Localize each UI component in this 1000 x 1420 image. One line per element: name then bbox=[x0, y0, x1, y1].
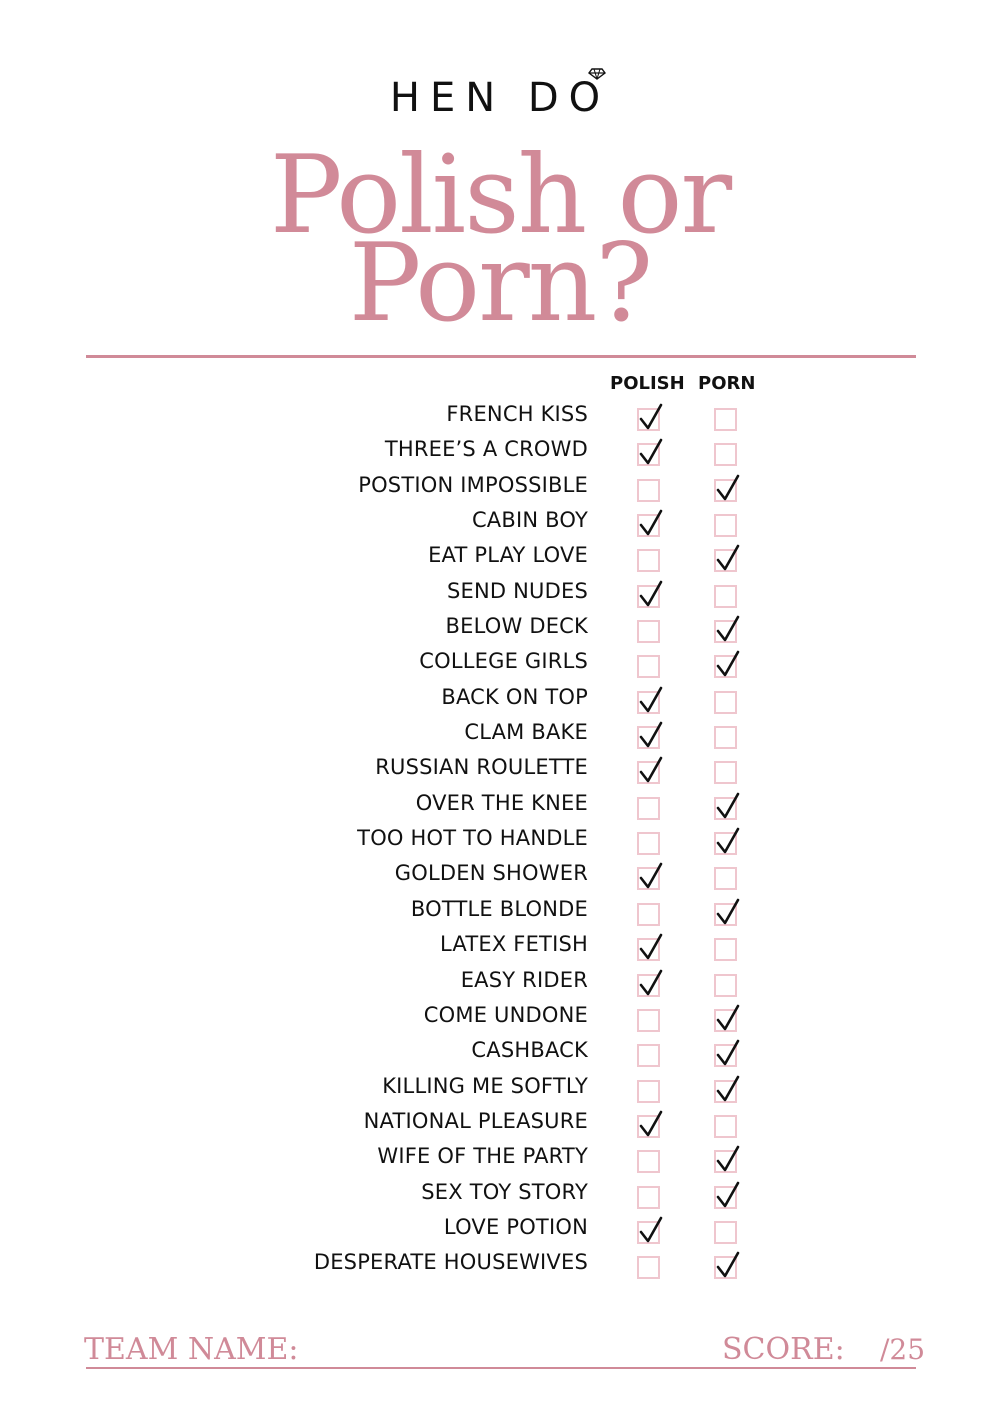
list-item bbox=[0, 680, 1000, 715]
checkmark-icon bbox=[638, 755, 664, 785]
list-item bbox=[0, 1033, 1000, 1068]
checkbox-polish[interactable] bbox=[637, 655, 660, 678]
title-line-2: Porn? bbox=[348, 221, 652, 346]
checkbox-porn[interactable] bbox=[714, 1115, 737, 1138]
checkbox-polish[interactable] bbox=[637, 1221, 660, 1244]
brand-text bbox=[390, 70, 610, 126]
list-item bbox=[0, 1139, 1000, 1174]
checkmark-icon bbox=[715, 1074, 741, 1104]
list-item bbox=[0, 574, 1000, 609]
item-label: EAT PLAY LOVE bbox=[428, 543, 588, 568]
diamond-ring-icon bbox=[586, 66, 608, 88]
checkbox-polish[interactable] bbox=[637, 832, 660, 855]
item-label: POSTION IMPOSSIBLE bbox=[358, 472, 588, 497]
checkmark-icon bbox=[638, 508, 664, 538]
checkbox-polish[interactable] bbox=[637, 867, 660, 890]
checkbox-porn[interactable] bbox=[714, 974, 737, 997]
checkmark-icon bbox=[638, 1109, 664, 1139]
score-label: SCORE: bbox=[722, 1332, 845, 1367]
item-label: BACK ON TOP bbox=[441, 684, 588, 709]
checkbox-polish[interactable] bbox=[637, 549, 660, 572]
checkmark-icon bbox=[715, 1003, 741, 1033]
checkmark-icon bbox=[638, 402, 664, 432]
team-name-label: TEAM NAME: bbox=[84, 1332, 299, 1367]
checkbox-porn[interactable] bbox=[714, 479, 737, 502]
list-item bbox=[0, 1245, 1000, 1280]
list-item bbox=[0, 856, 1000, 891]
score-total: /25 bbox=[880, 1333, 926, 1366]
checkmark-icon bbox=[715, 897, 741, 927]
checkmark-icon bbox=[715, 1250, 741, 1280]
checkmark-icon bbox=[638, 1215, 664, 1245]
checkmark-icon bbox=[715, 791, 741, 821]
checkmark-icon bbox=[715, 649, 741, 679]
checkbox-polish[interactable] bbox=[637, 1256, 660, 1279]
title-line-1: Polish or bbox=[269, 133, 731, 258]
checkbox-polish[interactable] bbox=[637, 1115, 660, 1138]
column-header-polish: POLISH bbox=[610, 373, 685, 394]
checkmark-icon bbox=[638, 720, 664, 750]
item-label: COME UNDONE bbox=[423, 1002, 588, 1027]
list-item bbox=[0, 397, 1000, 432]
checkbox-porn[interactable] bbox=[714, 832, 737, 855]
item-label: TOO HOT TO HANDLE bbox=[357, 826, 588, 851]
list-item bbox=[0, 468, 1000, 503]
item-label: BOTTLE BLONDE bbox=[410, 896, 588, 921]
checkbox-porn[interactable] bbox=[714, 1186, 737, 1209]
checkbox-polish[interactable] bbox=[637, 443, 660, 466]
checkbox-polish[interactable] bbox=[637, 1186, 660, 1209]
checkmark-icon bbox=[715, 1144, 741, 1174]
item-label: SEX TOY STORY bbox=[421, 1179, 588, 1204]
brand-label: HEN DO bbox=[389, 75, 611, 121]
checkbox-porn[interactable] bbox=[714, 620, 737, 643]
item-label: WIFE OF THE PARTY bbox=[377, 1144, 588, 1169]
list-item bbox=[0, 432, 1000, 467]
checkbox-porn[interactable] bbox=[714, 1009, 737, 1032]
item-label: SEND NUDES bbox=[446, 578, 588, 603]
checkmark-icon bbox=[638, 579, 664, 609]
divider-bottom bbox=[86, 1367, 916, 1369]
checkbox-porn[interactable] bbox=[714, 443, 737, 466]
checkmark-icon bbox=[638, 932, 664, 962]
checkbox-polish[interactable] bbox=[637, 620, 660, 643]
checkbox-porn[interactable] bbox=[714, 549, 737, 572]
checkbox-polish[interactable] bbox=[637, 479, 660, 502]
checkbox-porn[interactable] bbox=[714, 408, 737, 431]
list-item bbox=[0, 821, 1000, 856]
item-label: GOLDEN SHOWER bbox=[394, 861, 588, 886]
list-item bbox=[0, 609, 1000, 644]
list-item bbox=[0, 644, 1000, 679]
item-label: OVER THE KNEE bbox=[415, 790, 588, 815]
item-label: DESPERATE HOUSEWIVES bbox=[313, 1250, 588, 1275]
item-label: RUSSIAN ROULETTE bbox=[375, 755, 588, 780]
item-label: CLAM BAKE bbox=[464, 720, 588, 745]
item-label: COLLEGE GIRLS bbox=[419, 649, 588, 674]
item-label: CABIN BOY bbox=[471, 508, 588, 533]
checkmark-icon bbox=[715, 614, 741, 644]
checkbox-polish[interactable] bbox=[637, 514, 660, 537]
checkmark-icon bbox=[715, 473, 741, 503]
item-label: EASY RIDER bbox=[460, 967, 588, 992]
checkbox-polish[interactable] bbox=[637, 761, 660, 784]
checkbox-polish[interactable] bbox=[637, 938, 660, 961]
item-label: LOVE POTION bbox=[443, 1214, 588, 1239]
item-label: CASHBACK bbox=[471, 1038, 588, 1063]
checkbox-porn[interactable] bbox=[714, 1080, 737, 1103]
checkbox-porn[interactable] bbox=[714, 585, 737, 608]
checkmark-icon bbox=[638, 968, 664, 998]
divider-top bbox=[86, 355, 916, 358]
checkmark-icon bbox=[715, 1038, 741, 1068]
checkbox-polish[interactable] bbox=[637, 1080, 660, 1103]
item-label: BELOW DECK bbox=[445, 614, 588, 639]
checkbox-porn[interactable] bbox=[714, 1256, 737, 1279]
item-label: LATEX FETISH bbox=[440, 932, 588, 957]
list-item bbox=[0, 998, 1000, 1033]
checkbox-porn[interactable] bbox=[714, 726, 737, 749]
list-item bbox=[0, 503, 1000, 538]
checkbox-porn[interactable] bbox=[714, 903, 737, 926]
checkbox-porn[interactable] bbox=[714, 655, 737, 678]
checkbox-polish[interactable] bbox=[637, 726, 660, 749]
checkbox-polish[interactable] bbox=[637, 1009, 660, 1032]
checkbox-polish[interactable] bbox=[637, 1150, 660, 1173]
checkbox-polish[interactable] bbox=[637, 585, 660, 608]
column-header-porn: PORN bbox=[698, 373, 756, 394]
checkmark-icon bbox=[715, 1180, 741, 1210]
list-item bbox=[0, 1210, 1000, 1245]
checkbox-porn[interactable] bbox=[714, 1150, 737, 1173]
checkbox-porn[interactable] bbox=[714, 1044, 737, 1067]
item-label: NATIONAL PLEASURE bbox=[363, 1108, 588, 1133]
list-item bbox=[0, 715, 1000, 750]
list-item bbox=[0, 927, 1000, 962]
checkbox-porn[interactable] bbox=[714, 797, 737, 820]
list-item bbox=[0, 786, 1000, 821]
list-item bbox=[0, 538, 1000, 573]
list-item bbox=[0, 1069, 1000, 1104]
checkbox-polish[interactable] bbox=[637, 903, 660, 926]
list-item bbox=[0, 1104, 1000, 1139]
item-label: THREE’S A CROWD bbox=[384, 437, 588, 462]
checkmark-icon bbox=[638, 685, 664, 715]
checkbox-porn[interactable] bbox=[714, 867, 737, 890]
answer-list bbox=[0, 397, 1000, 1281]
list-item bbox=[0, 1175, 1000, 1210]
checkbox-porn[interactable] bbox=[714, 761, 737, 784]
item-label: KILLING ME SOFTLY bbox=[382, 1073, 588, 1098]
list-item bbox=[0, 892, 1000, 927]
item-label: FRENCH KISS bbox=[446, 402, 588, 426]
checkbox-porn[interactable] bbox=[714, 691, 737, 714]
checkbox-polish[interactable] bbox=[637, 797, 660, 820]
checkbox-porn[interactable] bbox=[714, 938, 737, 961]
checkbox-polish[interactable] bbox=[637, 1044, 660, 1067]
checkbox-porn[interactable] bbox=[714, 1221, 737, 1244]
checkbox-polish[interactable] bbox=[637, 691, 660, 714]
list-item bbox=[0, 750, 1000, 785]
brand-header bbox=[0, 70, 1000, 126]
checkbox-polish[interactable] bbox=[637, 408, 660, 431]
checkmark-icon bbox=[715, 543, 741, 573]
checkbox-polish[interactable] bbox=[637, 974, 660, 997]
checkmark-icon bbox=[638, 437, 664, 467]
checkmark-icon bbox=[715, 826, 741, 856]
checkmark-icon bbox=[638, 861, 664, 891]
checkbox-porn[interactable] bbox=[714, 514, 737, 537]
list-item bbox=[0, 963, 1000, 998]
